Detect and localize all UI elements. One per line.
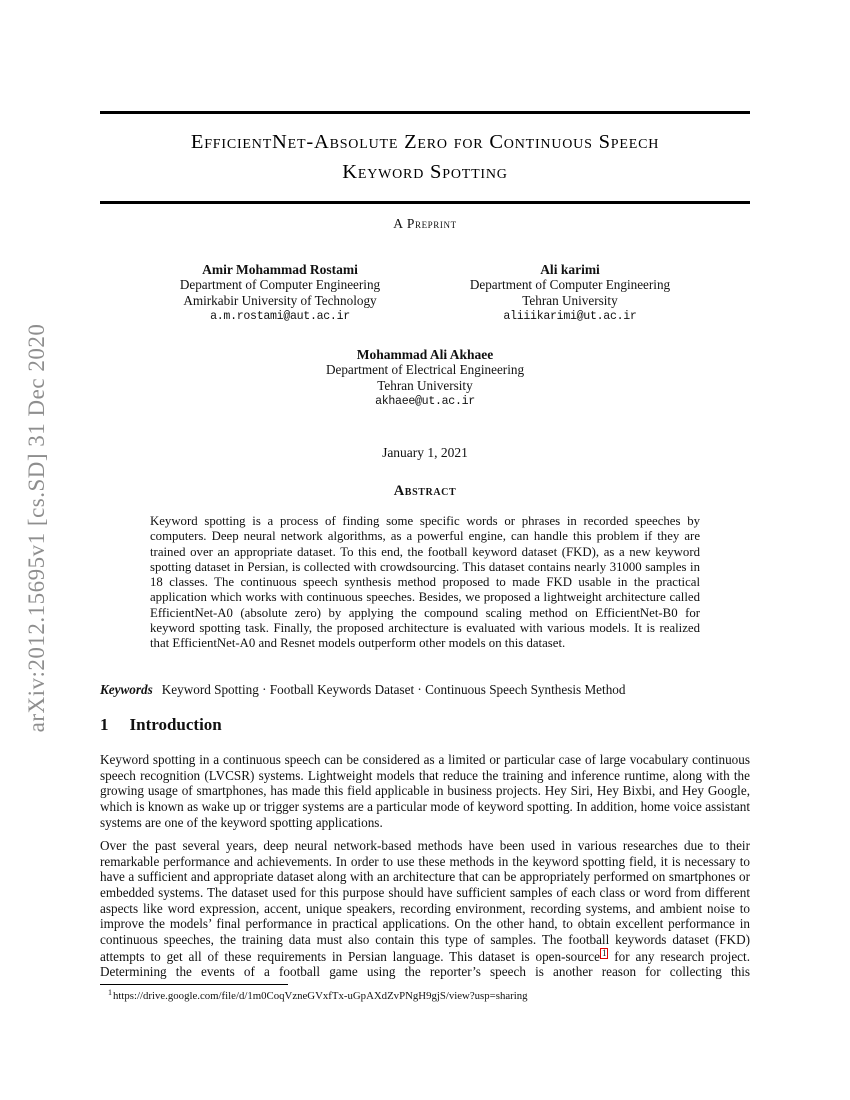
footnote-url-link[interactable]: https://drive.google.com/file/d/1m0CoqVzneGVxfTx-uGpAXdZvPNgH9gjS/view?usp=sharing [113,990,528,1002]
author-email: aliiikarimi@ut.ac.ir [503,309,637,323]
keywords-line [100,682,750,698]
intro-paragraph-2 [100,838,750,980]
section-title: Introduction [129,715,222,734]
author-email: a.m.rostami@aut.ac.ir [210,309,350,323]
footnote [108,988,750,1002]
keywords-label: Keywords [100,682,153,697]
title-rule-bottom [100,201,750,204]
footnote-rule [100,984,288,985]
intro-paragraph-1: Keyword spotting in a continuous speech can be considered as a limited or particular case of large vocabulary continuous speech recognition (LVCSR) systems. Lightweight models that reduce the training and inference runtime, along with the growing usage of smartphones, has made this field applicable in business projects. Hey Siri, Hey Bixbi, and Hey Google, which is known as wake up or trigger systems are a particular mode of keyword spotting. In addition, home voice assistant systems are one of the keyword spotting applications. [100,752,750,830]
paper-title [100,127,750,187]
arxiv-watermark: arXiv:2012.15695v1 [cs.SD] 31 Dec 2020 [24,323,49,733]
footnote-reference-link[interactable]: 1 [601,947,607,958]
intro-paragraph-2-continued: for any research project. Determining the events of a football game using the reporter’s speech is another reason for collecting this [100,948,750,980]
author-department: Department of Computer Engineering [469,277,671,293]
author-name: Ali karimi [540,262,600,277]
author-name: Amir Mohammad Rostami [202,262,358,277]
section-heading-introduction [100,715,222,735]
author-email: akhaee@ut.ac.ir [375,394,475,408]
title-rule-top [100,111,750,114]
author-university: Tehran University [522,292,618,308]
author-department: Department of Computer Engineering [179,277,381,293]
preprint-label: A Preprint [393,216,457,231]
keywords-list: Keyword Spotting · Football Keywords Dataset · Continuous Speech Synthesis Method [161,682,626,697]
author-name: Mohammad Ali Akhaee [356,347,494,362]
author-block-akhaee [100,347,750,409]
author-university: Amirkabir University of Technology [183,292,377,308]
paper-title-line1: EfficientNet-Absolute Zero for Continuous Speech [190,131,660,153]
author-block-karimi [410,262,730,324]
abstract-text: Keyword spotting is a process of finding some specific words or phrases in recorded speeches by computers. Deep neural network algorithms, as a powerful engine, can handle this problem if they are trained over an appropriate dataset. To this end, the football keyword dataset (FKD), as a new keyword spotting dataset in Persian, is collected with crowdsourcing. This dataset contains nearly 31000 samples in 18 classes. The continuous speech synthesis method proposed to made FKD usable in the practical application which works with continuous speeches. Besides, we proposed a lightweight architecture called EfficientNet-A0 (absolute zero) by applying the compound scaling method on EfficientNet-B0 for keyword spotting task. Finally, the proposed architecture is evaluated with various models. It is realized that EfficientNet-A0 and Resnet models outperform other models on this dataset. [150,514,700,651]
author-department: Department of Electrical Engineering [325,362,525,378]
author-university: Tehran University [377,377,473,393]
author-block-rostami [120,262,440,324]
publication-date: January 1, 2021 [382,445,468,460]
abstract-heading: Abstract [393,483,457,499]
footnote-marker: 1 [108,988,112,997]
intro-paragraph-2-text: Over the past several years, deep neural network-based methods have been used in various researches due to their remarkable performance and achievements. In order to use these methods in the keyword spotting field, it is necessary to have a sufficient and appropriate dataset along with an architecture that can be appropriately performed on smartphones or embedded systems. The dataset used for this purpose should have sufficient samples of each class or word from different aspects like word expression, accent, unique speakers, recording environment, recording systems, and ambient noise to improve the models’ final performance in practical applications. On the other hand, to obtain excellent performance in continuous speeches, the training data must also contain this type of samples. The football keywords dataset (FKD) attempts to get all of these requirements in Persian language. This dataset is open-source [100,838,750,964]
section-number: 1 [100,715,109,734]
paper-title-line2: Keyword Spotting [342,161,508,183]
